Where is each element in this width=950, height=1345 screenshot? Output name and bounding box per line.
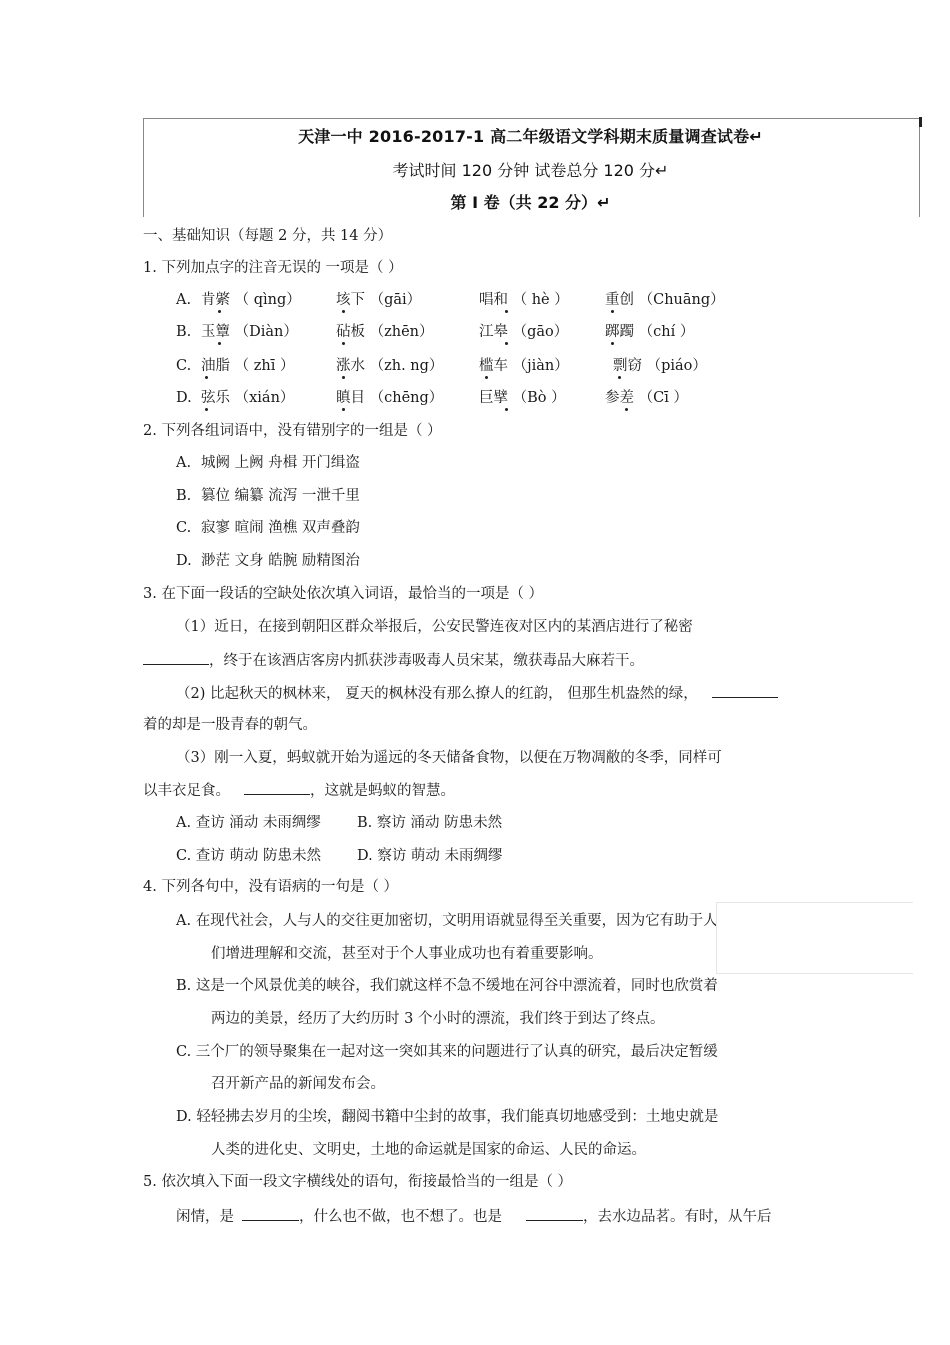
- q2-option-c[interactable]: [176, 518, 360, 538]
- q4-option-c[interactable]: C. 三个厂的领导聚集在一起对这一突如其来的问题进行了认真的研究，最后决定暂缓: [176, 1044, 718, 1060]
- q3-option-a[interactable]: A. 查访 涌动 未雨绸缪: [176, 815, 321, 831]
- q1-option-a[interactable]: [176, 290, 725, 310]
- q1-a-item2: 垓下 （gāi）: [336, 292, 422, 308]
- q3-passage-2a: [176, 683, 778, 704]
- fill-blank[interactable]: [244, 780, 310, 795]
- q2-d-text: 渺茫 文身 皓腕 励精图治: [201, 553, 360, 569]
- q1-b-item4: 踯躅 （chí ）: [605, 324, 695, 340]
- q4-option-c-cont: 召开新产品的新闻发布会。: [211, 1076, 385, 1092]
- q1-a-item3: 唱和 （ hè ）: [479, 292, 569, 308]
- option-letter: B.: [176, 488, 192, 504]
- q2-option-d[interactable]: [176, 551, 360, 571]
- q4-option-d-cont: 人类的进化史、文明史，土地的命运就是国家的命运、人民的命运。: [211, 1142, 646, 1158]
- q3-passage-1b: [143, 650, 644, 671]
- q2-b-text: 篡位 编纂 流泻 一泄千里: [201, 488, 360, 504]
- q3-passage-3c-text: ，这就是蚂蚁的智慧。: [310, 783, 455, 799]
- q2-option-a[interactable]: [176, 453, 360, 473]
- watermark: [716, 902, 913, 974]
- q3-passage-2b: 着的却是一股青春的朝气。: [143, 717, 317, 733]
- q1-c-item4: 剽窃 （piáo）: [613, 358, 707, 374]
- q3-passage-3b: [143, 780, 455, 801]
- corner-mark: [919, 117, 922, 127]
- q3-stem: 3. 在下面一段话的空缺处依次填入词语，最恰当的一项是（ ）: [143, 586, 544, 602]
- q1-c-item2: 涨水 （zh. ng）: [336, 358, 444, 374]
- q3-option-c[interactable]: C. 查访 萌动 防患未然: [176, 848, 322, 864]
- q2-a-text: 城阙 上阙 舟楫 开门缉盗: [201, 455, 360, 471]
- q1-d-item3: 巨擘 （Bò ）: [479, 390, 566, 406]
- q1-d-item4: 参差 （Cī ）: [605, 390, 688, 406]
- q2-option-b[interactable]: [176, 486, 360, 506]
- q5-text-b: ，什么也不做，也不想了。也是: [299, 1209, 502, 1225]
- fill-blank[interactable]: [242, 1206, 299, 1221]
- q3-passage-1b-text: ，终于在该酒店客房内抓获涉毒吸毒人员宋某，缴获毒品大麻若干。: [209, 653, 644, 669]
- q4-option-a-cont: 们增进理解和交流，甚至对于个人事业成功也有着重要影响。: [211, 946, 603, 962]
- fill-blank[interactable]: [526, 1206, 583, 1221]
- option-letter: D.: [176, 553, 192, 569]
- exam-info: 考试时间 120 分钟 试卷总分 120 分↵: [392, 161, 669, 180]
- q1-a-item4: 重创 （Chuāng）: [605, 292, 725, 308]
- q1-stem: 1. 下列加点字的注音无误的 一项是（ ）: [143, 260, 403, 276]
- q5-stem: 5. 依次填入下面一段文字横线处的语句，衔接最恰当的一组是（ ）: [143, 1174, 573, 1190]
- part1-heading: 一、基础知识（每题 2 分，共 14 分）: [143, 228, 393, 244]
- option-letter: C.: [176, 358, 192, 374]
- q5-passage-line1: [176, 1206, 772, 1227]
- option-letter: C.: [176, 520, 192, 536]
- option-letter: A.: [176, 292, 192, 308]
- option-letter: B.: [176, 324, 192, 340]
- q1-a-item1: 肯綮 （ qìng）: [201, 292, 301, 308]
- q1-c-item3: 槛车 （jiàn）: [479, 358, 569, 374]
- q4-option-b[interactable]: B. 这是一个风景优美的峡谷，我们就这样不急不缓地在河谷中漂流着，同时也欣赏着: [176, 978, 718, 994]
- q1-d-item2: 瞋目 （chēng）: [336, 390, 444, 406]
- q1-b-item3: 江皋 （gāo）: [479, 324, 569, 340]
- q4-option-b-cont: 两边的美景，经历了大约历时 3 个小时的漂流，我们终于到达了终点。: [211, 1011, 665, 1027]
- q5-text-a: 闲情，是: [176, 1209, 234, 1225]
- q3-passage-3b-text: 以丰衣足食。: [143, 783, 230, 799]
- q5-text-c: ，去水边品茗。有时，从午后: [583, 1209, 772, 1225]
- volume-heading: 第 I 卷（共 22 分）↵: [450, 193, 611, 212]
- option-letter: D.: [176, 390, 192, 406]
- q3-passage-1a: （1）近日，在接到朝阳区群众举报后，公安民警连夜对区内的某酒店进行了秘密: [176, 619, 693, 635]
- q3-option-d[interactable]: D. 察访 萌动 未雨绸缪: [357, 848, 503, 864]
- q1-option-b[interactable]: [176, 322, 695, 342]
- exam-title: 天津一中 2016-2017-1 高二年级语文学科期末质量调查试卷↵: [298, 127, 763, 146]
- q1-b-item1: 玉簟 （Diàn）: [201, 324, 298, 340]
- q1-b-item2: 砧板 （zhēn）: [336, 324, 434, 340]
- q3-option-b[interactable]: B. 察访 涌动 防患未然: [357, 815, 503, 831]
- q1-d-item1: 弦乐 （xián）: [201, 390, 295, 406]
- q3-passage-2a-text: （2) 比起秋天的枫林来， 夏天的枫林没有那么撩人的红韵， 但那生机盎然的绿，: [176, 686, 698, 702]
- q4-option-a[interactable]: A. 在现代社会，人与人的交往更加密切，文明用语就显得至关重要，因为它有助于人: [176, 913, 718, 929]
- q1-c-item1: 油脂 （ zhī ）: [201, 358, 295, 374]
- q4-stem: 4. 下列各句中，没有语病的一句是（ ）: [143, 879, 399, 895]
- q1-option-c[interactable]: [176, 356, 707, 376]
- q2-c-text: 寂寥 暄闹 渔樵 双声叠韵: [201, 520, 360, 536]
- fill-blank[interactable]: [143, 650, 209, 665]
- q4-option-d[interactable]: D. 轻轻拂去岁月的尘埃，翻阅书籍中尘封的故事，我们能真切地感受到：土地史就是: [176, 1109, 719, 1125]
- option-letter: A.: [176, 455, 192, 471]
- fill-blank[interactable]: [712, 683, 778, 698]
- q2-stem: 2. 下列各组词语中，没有错别字的一组是（ ）: [143, 423, 442, 439]
- q3-passage-3a: （3）刚一入夏，蚂蚁就开始为遥远的冬天储备食物，以便在万物凋敝的冬季，同样可: [176, 750, 722, 766]
- q1-option-d[interactable]: [176, 388, 688, 408]
